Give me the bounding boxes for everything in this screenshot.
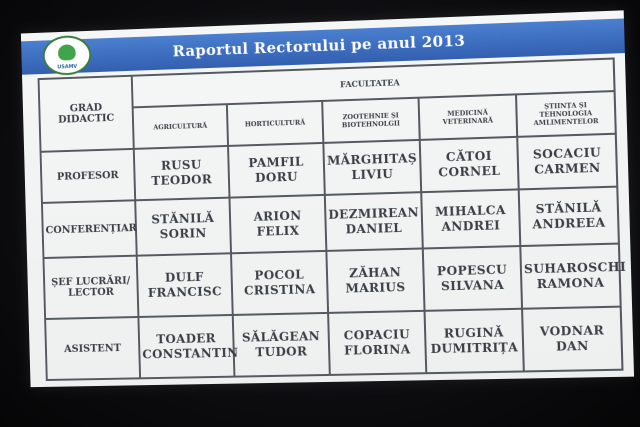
staff-name-cell: VODNAR DAN (522, 307, 622, 372)
faculty-group-header: FACULTATEA (132, 59, 615, 108)
presentation-slide (21, 10, 634, 387)
staff-name-cell: POPESCU SILVANA (423, 246, 522, 311)
staff-table (38, 57, 627, 381)
staff-name-cell: DULF FRANCISC (137, 253, 233, 317)
leaf-icon (58, 44, 76, 60)
faculty-header: AGRICULTURĂ (133, 104, 228, 149)
staff-name-cell: COPACIU FLORINA (328, 311, 426, 375)
slide-title: Raportul Rectorului pe anul 2013 (172, 31, 466, 61)
table-row (45, 307, 622, 380)
staff-name-cell: CĂTOI CORNEL (420, 137, 519, 192)
staff-name-cell: PAMFIL DORU (228, 143, 325, 198)
staff-name-cell: TOADER CONSTANTIN (138, 315, 234, 378)
staff-name-cell: SUHAROSCHI RAMONA (520, 244, 620, 309)
rank-label: PROFESOR (41, 149, 136, 203)
staff-name-cell: SĂLĂGEAN TUDOR (233, 313, 330, 377)
staff-name-cell: DEZMIREAN DANIEL (325, 192, 423, 251)
rank-label: ASISTENT (45, 317, 140, 380)
logo-text: USAMV (57, 63, 78, 71)
staff-name-cell: RUGINĂ DUMITRIȚA (425, 309, 524, 373)
staff-name-cell: RUSU TEODOR (134, 146, 230, 200)
staff-name-cell: POCOL CRISTINA (231, 251, 328, 315)
staff-name-cell: ARION FELIX (229, 195, 326, 253)
faculty-header: ȘTIINȚA ȘI TEHNOLOGIA AMLIMENTELOR (516, 91, 616, 137)
staff-name-cell: ZĂHAN MARIUS (326, 248, 424, 312)
rank-label: CONFERENȚIAR (42, 200, 137, 258)
faculty-header: MEDICINĂ VETERINARĂ (419, 94, 518, 140)
staff-name-cell: SOCACIU CARMEN (517, 134, 617, 190)
faculty-header: ZOOTEHNIE ȘI BIOTEHNOLGII (322, 98, 420, 143)
staff-name-cell: MIHALCA ANDREI (421, 189, 520, 248)
faculty-header: HORTICULTURĂ (227, 101, 323, 146)
corner-header: GRAD DIDACTIC (39, 76, 134, 152)
staff-name-cell: STĂNILĂ SORIN (135, 198, 231, 256)
rank-label: ȘEF LUCRĂRI/ LECTOR (43, 256, 138, 319)
staff-name-cell: MĂRGHITAȘ LIVIU (323, 140, 421, 195)
staff-name-cell: STĂNILĂ ANDREEA (519, 187, 619, 246)
